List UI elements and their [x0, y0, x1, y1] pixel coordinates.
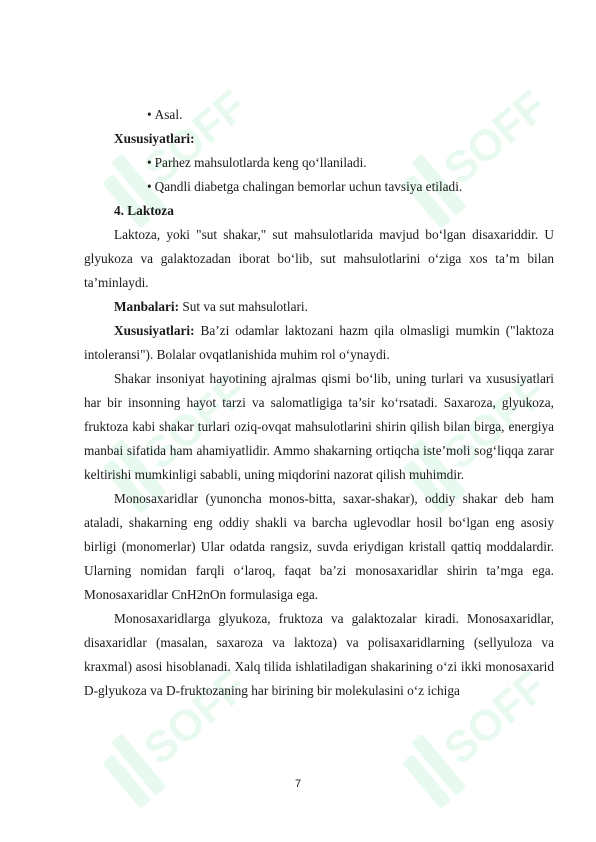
- watermark-text: SOFF: [134, 81, 240, 195]
- label-xususiyatlari: Xususiyatlari:: [114, 323, 195, 338]
- watermark-text: SOFF: [434, 661, 540, 775]
- section-title: 4. Laktoza: [114, 203, 174, 218]
- label-manbalari: Manbalari:: [114, 299, 180, 314]
- paragraph: Laktoza, yoki "sut shakar," sut mahsulotlarida mavjud bo‘lgan disaxariddir. U glyukoza va galaktozadan iborat bo‘lib, sut mahsulotlarini o‘ziga xos ta’m bilan ta’minlaydi.: [84, 227, 554, 290]
- paragraph: [84, 319, 554, 367]
- list-item-text: Asal.: [154, 107, 183, 122]
- list-item-text: Parhez mahsulotlarda keng qo‘llaniladi.: [154, 155, 367, 170]
- list-item: [84, 151, 554, 175]
- watermark-text: SOFF: [434, 81, 540, 195]
- watermark-text: SOFF: [134, 661, 240, 775]
- paragraph: [84, 295, 554, 319]
- paragraph: Monosaxaridlar (yunoncha monos-bitta, saxar-shakar), oddiy shakar deb ham ataladi, shakarning eng oddiy shakli va barcha uglevodlar hosil bo‘lgan eng asosiy birligi (monomerlar) Ular odatda rangsiz, suvda eriydigan kristall qattiq moddalardir. Ularning nomidan farqli o‘laroq, faqat ba’zi monosaxaridlar shirin ta’mga ega. Monosaxaridlar CnH2nOn formulasiga ega.: [84, 491, 554, 602]
- text-xususiyatlari: Ba’zi odamlar laktozani hazm qila olmasligi mumkin ("laktoza intoleransi"). Bolalar ovqatlanishida muhim rol o‘ynaydi.: [84, 323, 554, 362]
- bullet-icon: •: [147, 107, 152, 122]
- watermark-text: SOFF: [134, 366, 240, 480]
- list-item: [84, 175, 554, 199]
- section-heading: Xususiyatlari:: [114, 131, 195, 146]
- document-body: [84, 103, 554, 703]
- bullet-icon: •: [147, 179, 152, 194]
- paragraph: Monosaxaridlarga glyukoza, fruktoza va galaktozalar kiradi. Monosaxaridlar, disaxaridlar (masalan, saxaroza va laktoza) va polisaxaridlarning (sellyuloza va kraxmal) asosi hisoblanadi. Xalq tilida ishlatiladigan shakarining o‘zi ikki monosaxarid D-glyukoza va D-fruktozaning har birining bir molekulasini o‘z ichiga: [84, 611, 554, 698]
- page-number: 7: [294, 778, 302, 790]
- list-item: [84, 103, 554, 127]
- bullet-icon: •: [147, 155, 152, 170]
- text-manbalari: Sut va sut mahsulotlari.: [179, 299, 308, 314]
- paragraph: Shakar insoniyat hayotining ajralmas qismi bo‘lib, uning turlari va xususiyatlari har bir insonning hayot tarzi va salomatligiga ta’sir ko‘rsatadi. Saxaroza, glyukoza, fruktoza kabi shakar turlari oziq-ovqat mahsulotlarini shirin qilish bilan birga, energiya manbai sifatida ham ahamiyatlidir. Ammo shakarning ortiqcha iste’moli sog‘liqqa zarar keltirishi mumkinligi sababli, uning miqdorini nazorat qilish muhimdir.: [84, 371, 554, 482]
- watermark-text: SOFF: [434, 366, 540, 480]
- list-item-text: Qandli diabetga chalingan bemorlar uchun tavsiya etiladi.: [154, 179, 463, 194]
